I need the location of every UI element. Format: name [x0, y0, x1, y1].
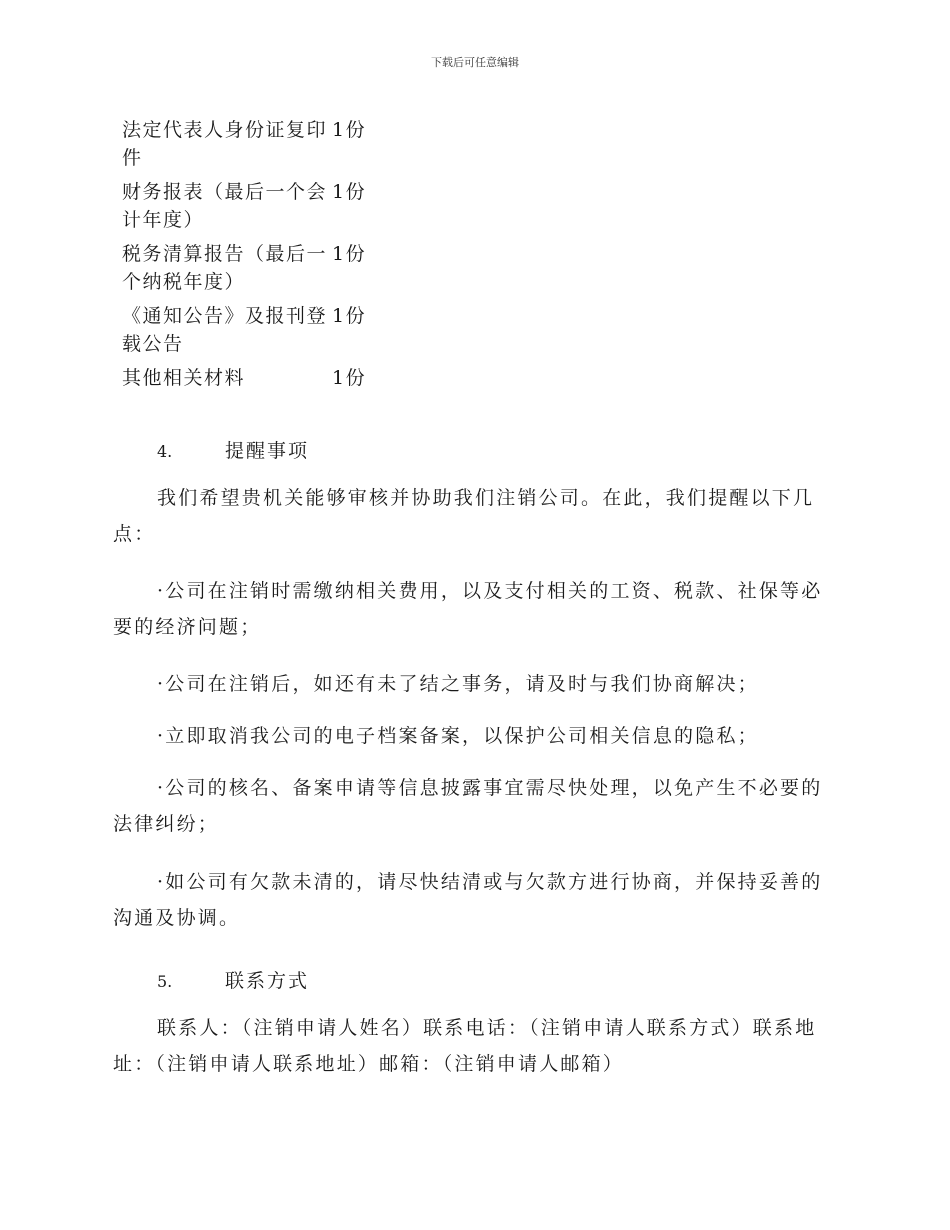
document-name: 其他相关材料	[122, 367, 246, 389]
section-5-title: 联系方式	[225, 970, 310, 992]
document-row	[122, 178, 372, 240]
document-qty: 1份	[332, 119, 367, 141]
document-row	[122, 302, 372, 364]
section-4-intro: 我们希望贵机关能够审核并协助我们注销公司。在此，我们提醒以下几点：	[113, 487, 815, 545]
document-name: 财务报表（最后一个会计年度）	[122, 181, 328, 231]
document-qty: 1份	[332, 181, 367, 203]
document-row	[122, 116, 372, 178]
document-qty: 1份	[332, 305, 367, 327]
reminder-bullet: ·公司在注销后，如还有未了结之事务，请及时与我们协商解决；	[157, 673, 759, 695]
document-qty: 1份	[332, 367, 367, 389]
reminder-bullet: ·公司的核名、备案申请等信息披露事宜需尽快处理，以免产生不必要的法律纠纷；	[113, 777, 823, 835]
document-row	[122, 240, 372, 302]
page-header: 下载后可任意编辑	[431, 56, 519, 69]
section-4-number: 4.	[157, 442, 173, 461]
document-row	[122, 364, 372, 398]
section-4-heading	[157, 436, 309, 463]
document-qty: 1份	[332, 243, 367, 265]
reminder-bullet: ·立即取消我公司的电子档案备案，以保护公司相关信息的隐私；	[157, 725, 759, 747]
document-list-table	[122, 116, 372, 398]
document-name: 税务清算报告（最后一个纳税年度）	[122, 243, 328, 293]
reminder-bullet: ·如公司有欠款未清的，请尽快结清或与欠款方进行协商，并保持妥善的沟通及协调。	[113, 871, 823, 929]
section-5-heading	[157, 966, 309, 993]
section-5-number: 5.	[157, 972, 173, 991]
contact-info: 联系人：（注销申请人姓名）联系电话：（注销申请人联系方式）联系地址：（注销申请人联系地址）邮箱：（注销申请人邮箱）	[113, 1017, 817, 1075]
section-4-title: 提醒事项	[225, 440, 310, 462]
document-name: 《通知公告》及报刊登载公告	[122, 305, 328, 355]
document-name: 法定代表人身份证复印件	[122, 119, 328, 169]
reminder-bullet: ·公司在注销时需缴纳相关费用，以及支付相关的工资、税款、社保等必要的经济问题；	[113, 580, 823, 638]
